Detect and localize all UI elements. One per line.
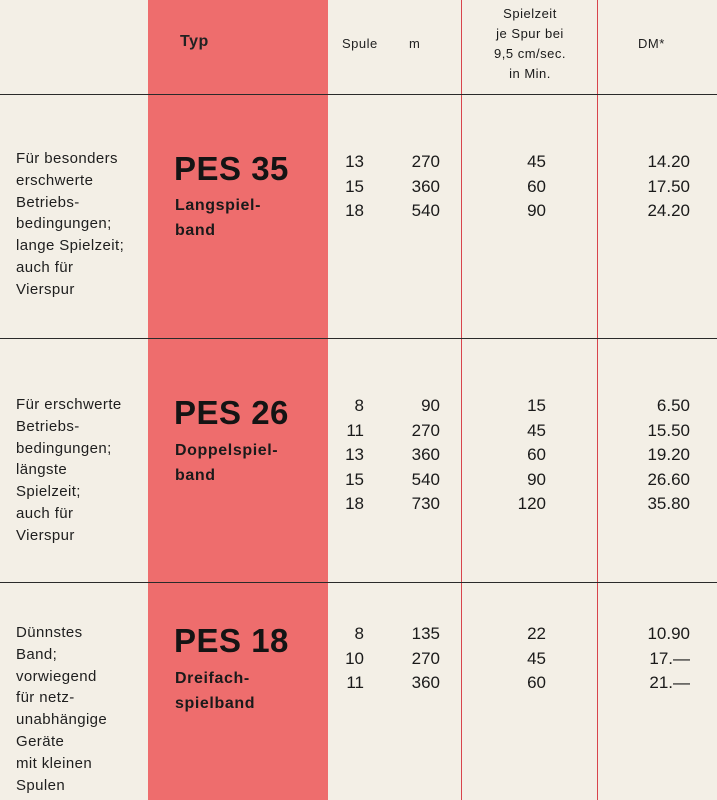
row-2-product-name: PES 26 bbox=[174, 394, 289, 431]
row-1-product-subtitle bbox=[175, 193, 261, 243]
description-line: mit kleinen bbox=[16, 754, 93, 772]
header-typ: Typ bbox=[180, 33, 209, 50]
row-1-m-values bbox=[396, 150, 440, 224]
row-2-minutes-values bbox=[500, 394, 546, 517]
cell-minutes: 22 bbox=[527, 624, 546, 643]
cell-dm: 17.— bbox=[649, 648, 690, 668]
row-3-m-values bbox=[396, 622, 440, 696]
cell-m: 360 bbox=[411, 176, 440, 196]
row-rule-2 bbox=[0, 582, 717, 583]
description-line: Vierspur bbox=[16, 526, 75, 544]
row-2-product-subtitle bbox=[175, 438, 278, 488]
header-rule bbox=[0, 94, 717, 95]
cell-m: 360 bbox=[411, 445, 440, 464]
cell-spule: 11 bbox=[346, 420, 364, 440]
cell-spule: 10 bbox=[345, 648, 364, 668]
cell-spule: 15 bbox=[345, 176, 364, 196]
subtitle-line: Langspiel- bbox=[175, 197, 262, 214]
description-line: bedingungen; bbox=[16, 439, 112, 457]
row-3-dm-values bbox=[620, 622, 690, 696]
cell-spule: 13 bbox=[345, 152, 364, 171]
cell-spule: 11 bbox=[346, 673, 364, 692]
description-line: Vierspur bbox=[16, 280, 75, 298]
cell-minutes: 60 bbox=[527, 176, 546, 196]
cell-spule: 18 bbox=[345, 494, 364, 513]
cell-dm: 14.20 bbox=[647, 152, 690, 171]
cell-m: 360 bbox=[411, 673, 440, 692]
cell-m: 135 bbox=[411, 624, 440, 643]
description-line: auch für bbox=[16, 258, 74, 276]
header-spielzeit bbox=[470, 4, 590, 84]
row-1-product-name: PES 35 bbox=[174, 150, 289, 187]
description-line: Betriebs- bbox=[16, 417, 80, 435]
column-divider-right bbox=[597, 0, 598, 800]
cell-dm: 24.20 bbox=[647, 201, 690, 220]
cell-minutes: 60 bbox=[527, 445, 546, 464]
cell-spule: 8 bbox=[354, 624, 364, 643]
description-line: Geräte bbox=[16, 732, 65, 750]
header-dm: DM* bbox=[638, 36, 665, 51]
cell-spule: 15 bbox=[345, 469, 364, 489]
cell-minutes: 90 bbox=[527, 469, 546, 489]
cell-minutes: 120 bbox=[517, 494, 546, 513]
cell-minutes: 15 bbox=[527, 396, 546, 415]
cell-m: 540 bbox=[411, 469, 440, 489]
subtitle-line: band bbox=[175, 467, 216, 484]
description-line: bedingungen; bbox=[16, 215, 112, 233]
row-rule-1 bbox=[0, 338, 717, 339]
row-2-m-values bbox=[396, 394, 440, 517]
cell-spule: 13 bbox=[345, 445, 364, 464]
cell-minutes: 60 bbox=[527, 673, 546, 692]
header-spielzeit-line: Spielzeit bbox=[503, 6, 557, 21]
cell-dm: 21.— bbox=[649, 673, 690, 692]
row-3-description bbox=[16, 622, 146, 796]
column-divider-left bbox=[461, 0, 462, 800]
description-line: Betriebs- bbox=[16, 193, 80, 211]
description-line: Band; bbox=[16, 645, 58, 663]
row-1-dm-values bbox=[620, 150, 690, 224]
header-spielzeit-line: in Min. bbox=[509, 66, 551, 81]
cell-dm: 26.60 bbox=[647, 469, 690, 489]
cell-dm: 6.50 bbox=[656, 396, 690, 415]
cell-m: 90 bbox=[421, 396, 440, 415]
header-spielzeit-line: 9,5 cm/sec. bbox=[494, 46, 566, 61]
cell-dm: 15.50 bbox=[647, 420, 690, 440]
subtitle-line: spielband bbox=[175, 695, 256, 712]
header-spule: Spule bbox=[342, 36, 378, 51]
description-line: Dünnstes bbox=[16, 624, 83, 641]
description-line: lange Spielzeit; bbox=[16, 237, 125, 255]
subtitle-line: Doppelspiel- bbox=[175, 442, 279, 459]
description-line: längste bbox=[16, 461, 68, 479]
cell-dm: 35.80 bbox=[647, 494, 690, 513]
description-line: für netz- bbox=[16, 689, 75, 707]
cell-minutes: 45 bbox=[527, 152, 546, 171]
row-2-description bbox=[16, 394, 146, 547]
cell-dm: 19.20 bbox=[647, 445, 690, 464]
cell-minutes: 45 bbox=[527, 648, 546, 668]
cell-m: 270 bbox=[411, 152, 440, 171]
row-3-product-subtitle bbox=[175, 666, 255, 716]
description-line: erschwerte bbox=[16, 171, 94, 189]
subtitle-line: Dreifach- bbox=[175, 670, 250, 687]
cell-minutes: 45 bbox=[527, 420, 546, 440]
cell-m: 540 bbox=[411, 201, 440, 220]
row-3-spule-values bbox=[336, 622, 364, 696]
cell-m: 730 bbox=[411, 494, 440, 513]
description-line: Für erschwerte bbox=[16, 396, 122, 413]
cell-dm: 17.50 bbox=[647, 176, 690, 196]
cell-spule: 8 bbox=[354, 396, 364, 415]
description-line: auch für bbox=[16, 504, 74, 522]
row-1-minutes-values bbox=[500, 150, 546, 224]
row-1-spule-values bbox=[336, 150, 364, 224]
row-2-dm-values bbox=[620, 394, 690, 517]
cell-m: 270 bbox=[411, 648, 440, 668]
cell-spule: 18 bbox=[345, 201, 364, 220]
description-line: Spulen bbox=[16, 776, 66, 794]
cell-m: 270 bbox=[411, 420, 440, 440]
row-1-description bbox=[16, 148, 146, 301]
row-2-spule-values bbox=[336, 394, 364, 517]
cell-dm: 10.90 bbox=[647, 624, 690, 643]
row-3-minutes-values bbox=[500, 622, 546, 696]
header-spielzeit-line: je Spur bei bbox=[496, 26, 564, 41]
subtitle-line: band bbox=[175, 222, 216, 239]
description-line: vorwiegend bbox=[16, 667, 97, 685]
cell-minutes: 90 bbox=[527, 201, 546, 220]
header-m: m bbox=[409, 36, 421, 51]
description-line: unabhängige bbox=[16, 711, 108, 729]
row-3-product-name: PES 18 bbox=[174, 622, 289, 659]
description-line: Für besonders bbox=[16, 150, 118, 167]
description-line: Spielzeit; bbox=[16, 483, 81, 501]
